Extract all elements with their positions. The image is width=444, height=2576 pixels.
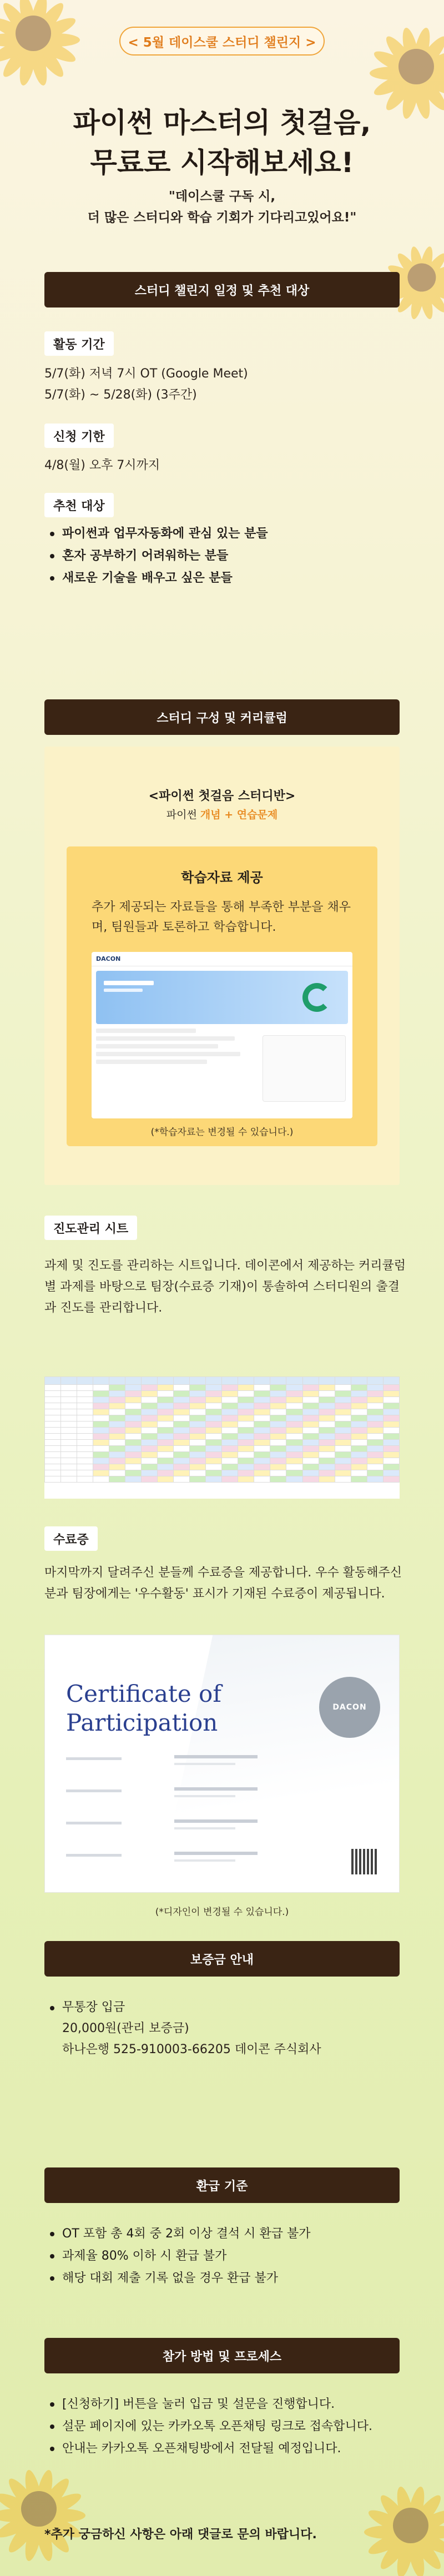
hero-quote-line1: "데이스쿨 구독 시,: [168, 189, 276, 204]
deposit-amount: 20,000원(관리 보증금): [62, 2022, 189, 2035]
hero-quote-line2: 더 많은 스터디와 학습 기회가 기다리고있어요!": [87, 210, 357, 225]
certificate-caption: (*디자인이 변경될 수 있습니다.): [155, 1907, 289, 1918]
refund-section-bar: 환급 기준: [44, 2167, 400, 2203]
screenshot-card: [263, 1035, 346, 1102]
certificate-title-line2: Participation: [66, 1709, 218, 1736]
panel-sub-concept: 개념: [200, 809, 221, 821]
material-title: 학습자료 제공: [181, 870, 263, 885]
target-item: 혼자 공부하기 어려워하는 분들: [44, 545, 411, 567]
certificate-image: [44, 1635, 400, 1893]
hero-title-line2: 무료로 시작해보세요!: [90, 147, 354, 179]
progress-sheet-table: [44, 1377, 400, 1483]
deposit-details: [62, 2018, 428, 2060]
progress-text: 과제 및 진도를 관리하는 시트입니다. 데이콘에서 제공하는 커리큘럼 별 과제를 바탕으로 팀장(수료증 기재)이 통솔하여 스터디원의 출결과 진도를 관리합니다.: [44, 1259, 406, 1315]
panel-sub-prefix: 파이썬: [166, 809, 200, 821]
period-line1: 5/7(화) 저녁 7시 OT (Google Meet): [44, 367, 248, 381]
panel-sub-plus: +: [220, 809, 237, 821]
target-item: 파이썬과 업무자동화에 관심 있는 분들: [44, 523, 411, 545]
certificate-seal-icon: DACON: [319, 1677, 380, 1738]
refund-item: 과제율 80% 이하 시 환급 불가: [44, 2245, 411, 2267]
screenshot-banner: [96, 971, 348, 1024]
material-caption: (*학습자료는 변경될 수 있습니다.): [150, 1127, 294, 1138]
certificate-label: 수료증: [44, 1526, 98, 1551]
material-box: [67, 846, 377, 1146]
refund-item: 해당 대회 제출 기록 없을 경우 환급 불가: [44, 2267, 411, 2290]
process-item: 안내는 카카오톡 오픈채팅방에서 전달될 예정입니다.: [44, 2438, 411, 2460]
hero-title-line1: 파이썬 마스터의 첫걸음,: [73, 107, 371, 139]
deposit-section-bar: 보증금 안내: [44, 1941, 400, 1977]
deadline-label: 신청 기한: [44, 424, 114, 448]
footer-note: *추가 궁금하신 사항은 아래 댓글로 문의 바랍니다.: [44, 2528, 317, 2542]
refund-item: OT 포함 총 4회 중 2회 이상 결석 시 환급 불가: [44, 2223, 411, 2245]
target-list: [44, 523, 411, 589]
panel-sub-exercise: 연습문제: [236, 809, 278, 821]
curriculum-panel: [44, 747, 400, 1185]
period-text: [44, 364, 411, 406]
deadline-text: 4/8(월) 오후 7시까지: [44, 458, 160, 472]
panel-subtitle: [44, 806, 400, 821]
deposit-item: 무통장 입금: [44, 1997, 411, 2018]
target-item: 새로운 기술을 배우고 싶은 분들: [44, 567, 411, 589]
screenshot-logo: DACON: [96, 955, 121, 962]
curriculum-section-bar: 스터디 구성 및 커리큘럼: [44, 699, 400, 735]
progress-sheet-image: [44, 1377, 400, 1499]
process-section-bar: 참가 방법 및 프로세스: [44, 2338, 400, 2373]
event-badge: < 5월 데이스쿨 스터디 챌린지 >: [119, 27, 325, 56]
certificate-text: 마지막까지 달려주신 분들께 수료증을 제공합니다. 우수 활동해주신 분과 팀장에게는 '우수활동' 표시가 기재된 수료증이 제공됩니다.: [44, 1566, 402, 1601]
refund-list: [44, 2223, 411, 2290]
dacon-logo-icon: [302, 983, 331, 1012]
deposit-list: [44, 1997, 411, 2018]
certificate-title-line1: Certificate of: [66, 1680, 221, 1707]
material-text: 추가 제공되는 자료들을 통해 부족한 부분을 채우며, 팀원들과 토론하고 학습합니다.: [92, 900, 351, 934]
period-label: 활동 기간: [44, 331, 114, 356]
progress-label: 진도관리 시트: [44, 1216, 137, 1240]
screenshot-nav: [92, 952, 352, 966]
target-label: 추천 대상: [44, 493, 114, 517]
process-list: [44, 2393, 411, 2460]
hero-title: [0, 103, 444, 183]
schedule-section-bar: 스터디 챌린지 일정 및 추천 대상: [44, 272, 400, 307]
process-item: 설문 페이지에 있는 카카오톡 오픈채팅 링크로 접속합니다.: [44, 2416, 411, 2438]
hero-quote: [0, 186, 444, 228]
period-line2: 5/7(화) ~ 5/28(화) (3주간): [44, 388, 197, 402]
process-item: [신청하기] 버튼을 눌러 입금 및 설문을 진행합니다.: [44, 2393, 411, 2416]
sunflower-decoration: [355, 2470, 444, 2576]
certificate-fields: [66, 1752, 377, 1881]
sunflower-decoration: [0, 0, 89, 89]
panel-title: <파이썬 첫걸음 스터디반>: [148, 789, 296, 803]
deposit-account: 하나은행 525-910003-66205 데이콘 주식회사: [62, 2043, 321, 2056]
certificate-title: [66, 1680, 221, 1737]
sunflower-decoration: [0, 2453, 94, 2564]
material-screenshot: [92, 952, 352, 1118]
qr-code-icon: [351, 1849, 377, 1874]
